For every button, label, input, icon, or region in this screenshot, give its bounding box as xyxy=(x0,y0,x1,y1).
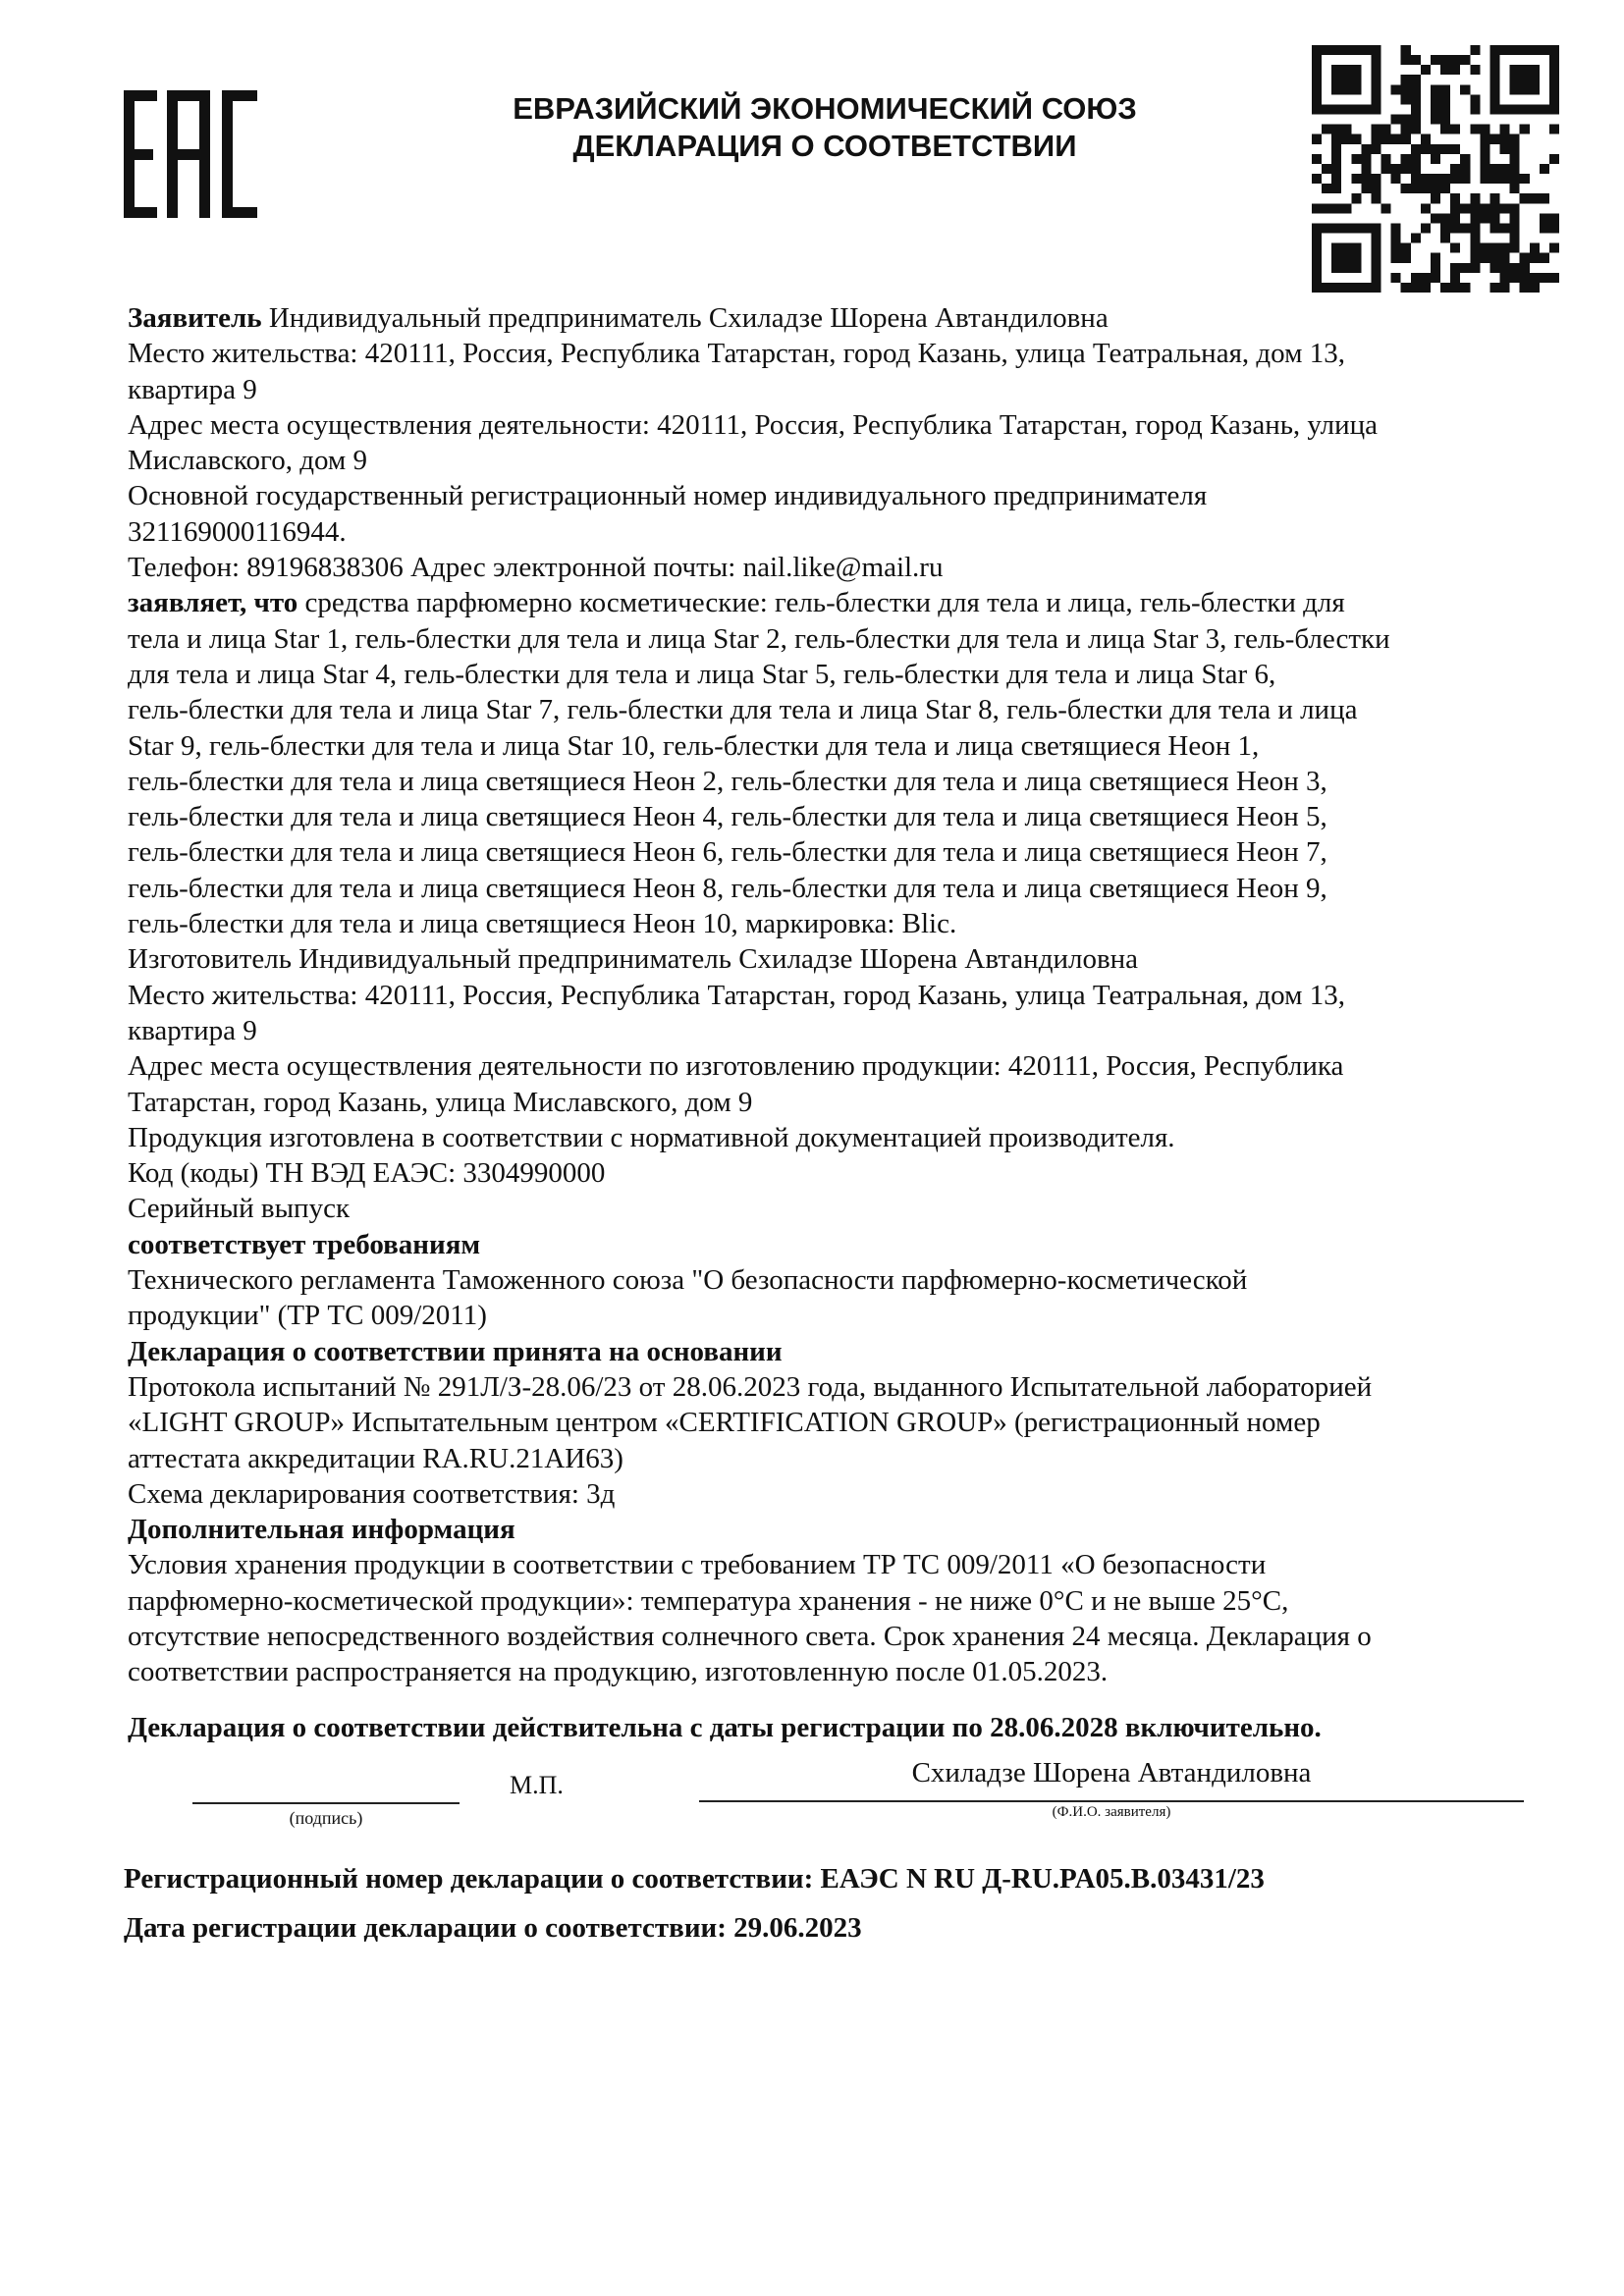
applicant-activity-1: Адрес места осуществления деятельности: 420111, Россия, Республика Татарстан, город Казань, улица xyxy=(128,408,1379,441)
qr-code-icon xyxy=(1312,45,1559,293)
manufacturer-normative: Продукция изготовлена в соответствии с нормативной документацией производителя. xyxy=(128,1121,1175,1153)
declares-line-10: гель-блестки для тела и лица светящиеся Неон 10, маркировка: Blic. xyxy=(128,908,957,940)
additional-line-2: парфюмерно-косметической продукции»: температура хранения - не ниже 0°С и не выше 25°С, xyxy=(128,1584,1289,1617)
declares-line-8: гель-блестки для тела и лица светящиеся Неон 6, гель-блестки для тела и лица светящиеся Неон 7, xyxy=(128,836,1327,869)
basis-label-text: Декларация о соответствии принята на основании xyxy=(128,1335,783,1367)
conforms-line-2: продукции" (ТР ТС 009/2011) xyxy=(128,1300,487,1332)
applicant-ogrn-2: 321169000116944. xyxy=(128,515,347,548)
applicant-name: Индивидуальный предприниматель Схиладзе Шорена Автандиловна xyxy=(261,302,1109,334)
manufacturer-production-2: Татарстан, город Казань, улица Миславского, дом 9 xyxy=(128,1086,753,1118)
registration-date: Дата регистрации декларации о соответствии: 29.06.2023 xyxy=(124,1912,862,1944)
document-title: ДЕКЛАРАЦИЯ О СООТВЕТСТВИИ xyxy=(572,129,1077,163)
registration-number: Регистрационный номер декларации о соответствии: ЕАЭС N RU Д-RU.PA05.B.03431/23 xyxy=(124,1863,1265,1895)
basis-line-3: аттестата аккредитации RA.RU.21АИ63) xyxy=(128,1442,623,1474)
manufacturer-residence-1: Место жительства: 420111, Россия, Республика Татарстан, город Казань, улица Театральная, дом 13, xyxy=(128,979,1345,1011)
document-header xyxy=(393,90,1257,165)
tnved-code: Код (коды) ТН ВЭД ЕАЭС: 3304990000 xyxy=(128,1157,606,1190)
declares-line-9: гель-блестки для тела и лица светящиеся Неон 8, гель-блестки для тела и лица светящиеся Неон 9, xyxy=(128,872,1327,904)
name-line xyxy=(699,1800,1524,1802)
conforms-label xyxy=(128,1227,1522,1262)
declares-text-1: средства парфюмерно косметические: гель-блестки для тела и лица, гель-блестки для xyxy=(298,587,1345,619)
name-label: (Ф.И.О. заявителя) xyxy=(1052,1804,1171,1820)
validity-statement: Декларация о соответствии действительна с даты регистрации по 28.06.2028 включительно. xyxy=(128,1712,1322,1743)
declares-line-6: гель-блестки для тела и лица светящиеся Неон 2, гель-блестки для тела и лица светящиеся Неон 3, xyxy=(128,765,1327,797)
additional-line-1: Условия хранения продукции в соответствии с требованием ТР ТС 009/2011 «О безопасности xyxy=(128,1549,1267,1581)
union-title: ЕВРАЗИЙСКИЙ ЭКОНОМИЧЕСКИЙ СОЮЗ xyxy=(513,91,1137,126)
additional-label xyxy=(128,1512,1522,1547)
declares-line-1 xyxy=(128,585,1522,620)
stamp-place-label: М.П. xyxy=(510,1771,564,1799)
applicant-activity-2: Миславского, дом 9 xyxy=(128,445,368,477)
declares-line-7: гель-блестки для тела и лица светящиеся Неон 4, гель-блестки для тела и лица светящиеся Неон 5, xyxy=(128,801,1327,833)
applicant-ogrn-1: Основной государственный регистрационный номер индивидуального предпринимателя xyxy=(128,480,1208,512)
declares-line-3: для тела и лица Star 4, гель-блестки для тела и лица Star 5, гель-блестки для тела и лица Star 6, xyxy=(128,658,1276,690)
declares-line-2: тела и лица Star 1, гель-блестки для тела и лица Star 2, гель-блестки для тела и лица Star 3, гель-блестки xyxy=(128,622,1390,655)
basis-label xyxy=(128,1334,1522,1369)
additional-label-text: Дополнительная информация xyxy=(128,1514,515,1546)
basis-line-2: «LIGHT GROUP» Испытательным центром «CERTIFICATION GROUP» (регистрационный номер xyxy=(128,1407,1321,1439)
additional-line-4: соответствии распространяется на продукцию, изготовленную после 01.05.2023. xyxy=(128,1656,1109,1688)
conforms-label-text: соответствует требованиям xyxy=(128,1228,481,1260)
basis-line-1: Протокола испытаний № 291Л/З-28.06/23 от 28.06.2023 года, выданного Испытательной лабораторией xyxy=(128,1370,1373,1403)
conforms-line-1: Технического регламента Таможенного союза "О безопасности парфюмерно-косметической xyxy=(128,1264,1248,1297)
declaration-body xyxy=(128,300,1522,1690)
applicant-residence-1: Место жительства: 420111, Россия, Республика Татарстан, город Казань, улица Театральная, дом 13, xyxy=(128,338,1345,370)
signature-label: (подпись) xyxy=(289,1808,363,1828)
applicant-residence-2: квартира 9 xyxy=(128,373,257,405)
applicant-label: Заявитель xyxy=(128,302,262,334)
signature-line xyxy=(192,1802,460,1804)
applicant-line xyxy=(128,300,1522,336)
applicant-contacts: Телефон: 89196838306 Адрес электронной почты: nail.like@mail.ru xyxy=(128,552,944,584)
declares-line-4: гель-блестки для тела и лица Star 7, гель-блестки для тела и лица Star 8, гель-блестки для тела и лица xyxy=(128,694,1358,726)
applicant-signatory-name: Схиладзе Шорена Автандиловна xyxy=(911,1757,1312,1789)
manufacturer-residence-2: квартира 9 xyxy=(128,1014,257,1046)
manufacturer-production-1: Адрес места осуществления деятельности по изготовлению продукции: 420111, Россия, Республика xyxy=(128,1050,1344,1083)
additional-line-3: отсутствие непосредственного воздействия солнечного света. Срок хранения 24 месяца. Декларация о xyxy=(128,1620,1372,1652)
eac-mark-icon xyxy=(116,80,273,238)
declares-line-5: Star 9, гель-блестки для тела и лица Star 10, гель-блестки для тела и лица светящиеся Неон 1, xyxy=(128,729,1260,762)
declares-label: заявляет, что xyxy=(128,587,298,619)
serial-release: Серийный выпуск xyxy=(128,1193,351,1225)
manufacturer-name: Изготовитель Индивидуальный предприниматель Схиладзе Шорена Автандиловна xyxy=(128,943,1139,976)
declaration-scheme: Схема декларирования соответствия: 3д xyxy=(128,1477,616,1510)
